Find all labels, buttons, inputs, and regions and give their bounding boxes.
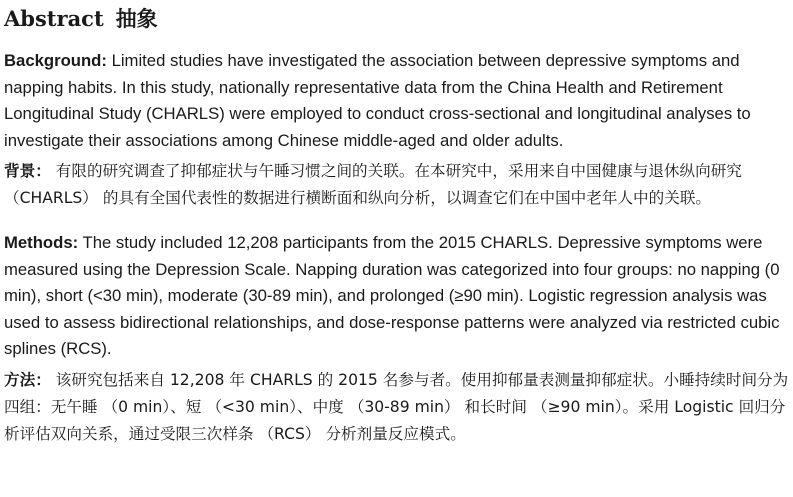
abstract-heading [4,5,791,33]
background-paragraph-en [4,48,791,154]
methods-text-en: The study included 12,208 participants from the 2015 CHARLS. Depressive symptoms were measured using the Depression Scale. Napping duration was categorized into four groups: no napping (0 min), short (<30 min), moderate (30-89 min), and prolonged (≥90 min). Logistic regression analysis was used to assess bidirectional relationships, and dose-response patterns were analyzed via restricted cubic splines (RCS). [4,233,780,358]
background-text-en: Limited studies have investigated the association between depressive symptoms and napping habits. In this study, nationally representative data from the China Health and Retirement Longitudinal Study (CHARLS) were employed to conduct cross-sectional and longitudinal analyses to investigate their associations among Chinese middle-aged and older adults. [4,51,751,150]
methods-label-en: Methods: [4,233,79,252]
abstract-page [4,0,791,448]
methods-paragraph-en [4,230,791,363]
methods-paragraph-cn [4,367,791,448]
background-text-cn: 有限的研究调查了抑郁症状与午睡习惯之间的关联。在本研究中，采用来自中国健康与退休纵向研究 （CHARLS） 的具有全国代表性的数据进行横断面和纵向分析，以调查它们在中国中老年人中的关联。 [4,162,742,207]
methods-text-cn: 该研究包括来自 12,208 年 CHARLS 的 2015 名参与者。使用抑郁量表测量抑郁症状。小睡持续时间分为四组：无午睡 （0 min）、短 （<30 min）、中度 （30-89 min） 和长时间 （≥90 min）。采用 Logistic 回归分析评估双向关系，通过受限三次样条 （RCS） 分析剂量反应模式。 [4,370,789,443]
methods-label-cn: 方法： [4,370,51,389]
background-paragraph-cn [4,158,791,212]
background-label-en: Background: [4,51,107,70]
heading-cn: 抽象 [115,6,158,31]
heading-en: Abstract [4,6,104,31]
background-label-cn: 背景： [4,162,51,180]
